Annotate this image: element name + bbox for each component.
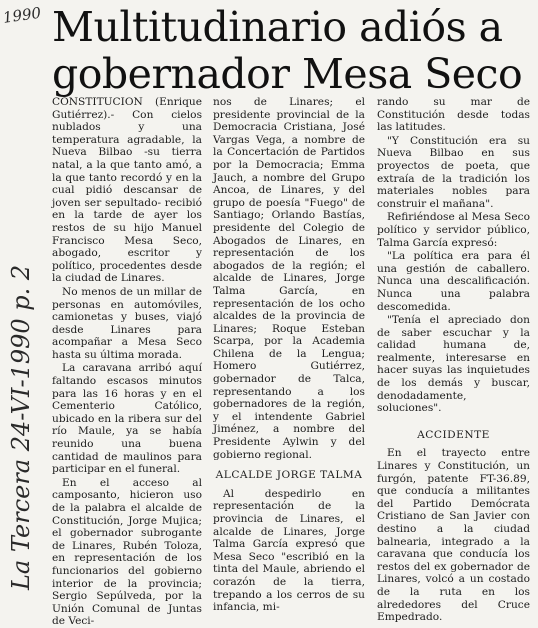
paragraph: "La política era para él una gestión de caballero. Nunca una descalificación. Nunca una palabra descomedida.	[377, 250, 530, 313]
handwritten-date-note: 1990	[1, 3, 43, 27]
paragraph: CONSTITUCION (Enrique Gutiérrez).- Con cielos nublados y una temperatura agradable, la Nueva Bilbao -su tierra natal, a la que tanto amó, a la que tanto recordó y en la cual pidió descansar de joven ser sepultado- recibió en la tarde de ayer los restos de su hijo Manuel Francisco Mesa Seco, abogado, escritor y político, procedentes desde la ciudad de Linares.	[52, 96, 202, 285]
article-column-2	[213, 96, 365, 614]
paragraph: nos de Linares; el presidente provincial de la Democracia Cristiana, José Vargas Vega, a nombre de la Concertación de Partidos por la Democracia; Emma Jauch, a nombre del Grupo Ancoa, de Linares, y del grupo de poesía "Fuego" de Santiago; Orlando Bastías, presidente del Colegio de Abogados de Linares, en representación de los abogados de la región; el alcalde de Linares, Jorge Talma García, en representación de los ocho alcaldes de la provincia de Linares; Roque Esteban Scarpa, por la Academia Chilena de la Lengua; Homero Gutiérrez, gobernador de Talca, representando a los gobernadores de la región, y el intendente Gabriel Jiménez, a nombre del Presidente Aylwin y del gobierno regional.	[213, 96, 365, 461]
paragraph: No menos de un millar de personas en automóviles, camionetas y buses, viajó desde Linares para acompañar a Mesa Seco hasta su última morada.	[52, 285, 202, 361]
paragraph: La caravana arribó aquí faltando escasos minutos para las 16 horas y en el Cementerio Católico, ubicado en la ribera sur del río Maule, ya se había reunido una buena cantidad de maulinos para participar en el funeral.	[52, 362, 202, 476]
article-column-1	[52, 96, 202, 628]
section-subhead: ALCALDE JORGE TALMA	[215, 469, 363, 482]
article-column-3	[377, 96, 530, 624]
handwritten-source-text: La Tercera 24-VI-1990 p. 2	[7, 264, 35, 590]
paragraph: En el trayecto entre Linares y Constitución, un furgón, patente FT-36.89, que conducía a militantes del Partido Demócrata Cristiano de San Javier con destino a la ciudad balnearia, integrado a la caravana que conducía los restos del ex gobernador de Linares, volcó a un costado de la ruta en los alrededores del Cruce Empedrado.	[377, 447, 530, 624]
paragraph: "Tenía el apreciado don de saber escuchar y la calidad humana de, realmente, interesarse en hacer suyas las inquietudes de los demás y buscar, denodadamente, soluciones".	[377, 314, 530, 415]
handwritten-source-note	[2, 180, 38, 590]
paragraph: "Y Constitución era su Nueva Bilbao en sus proyectos de poeta, que extraía de la tradición los materiales nobles para construir el mañana".	[377, 134, 530, 210]
headline: Multitudinario adiós a gobernador Mesa Seco	[52, 3, 523, 98]
paragraph: Al despedirlo en representación de la provincia de Linares, el alcalde de Linares, Jorge Talma García expresó que Mesa Seco "escribió en la tinta del Maule, abriendo el corazón de la tierra, trepando a los cerros de su infancia, mi-	[213, 487, 365, 614]
section-subhead: ACCIDENTE	[417, 428, 490, 441]
paragraph: En el acceso al camposanto, hicieron uso de la palabra el alcalde de Constitución, Jorge Mujica; el gobernador subrogante de Linares, Rubén Toloza, en representación de los funcionarios del gobierno interior de la provincia; Sergio Sepúlveda, por la Unión Comunal de Juntas de Veci-	[52, 476, 202, 628]
paragraph: Refiriéndose al Mesa Seco político y servidor público, Talma García expresó:	[377, 211, 530, 249]
paragraph: rando su mar de Constitución desde todas las latitudes.	[377, 96, 530, 134]
